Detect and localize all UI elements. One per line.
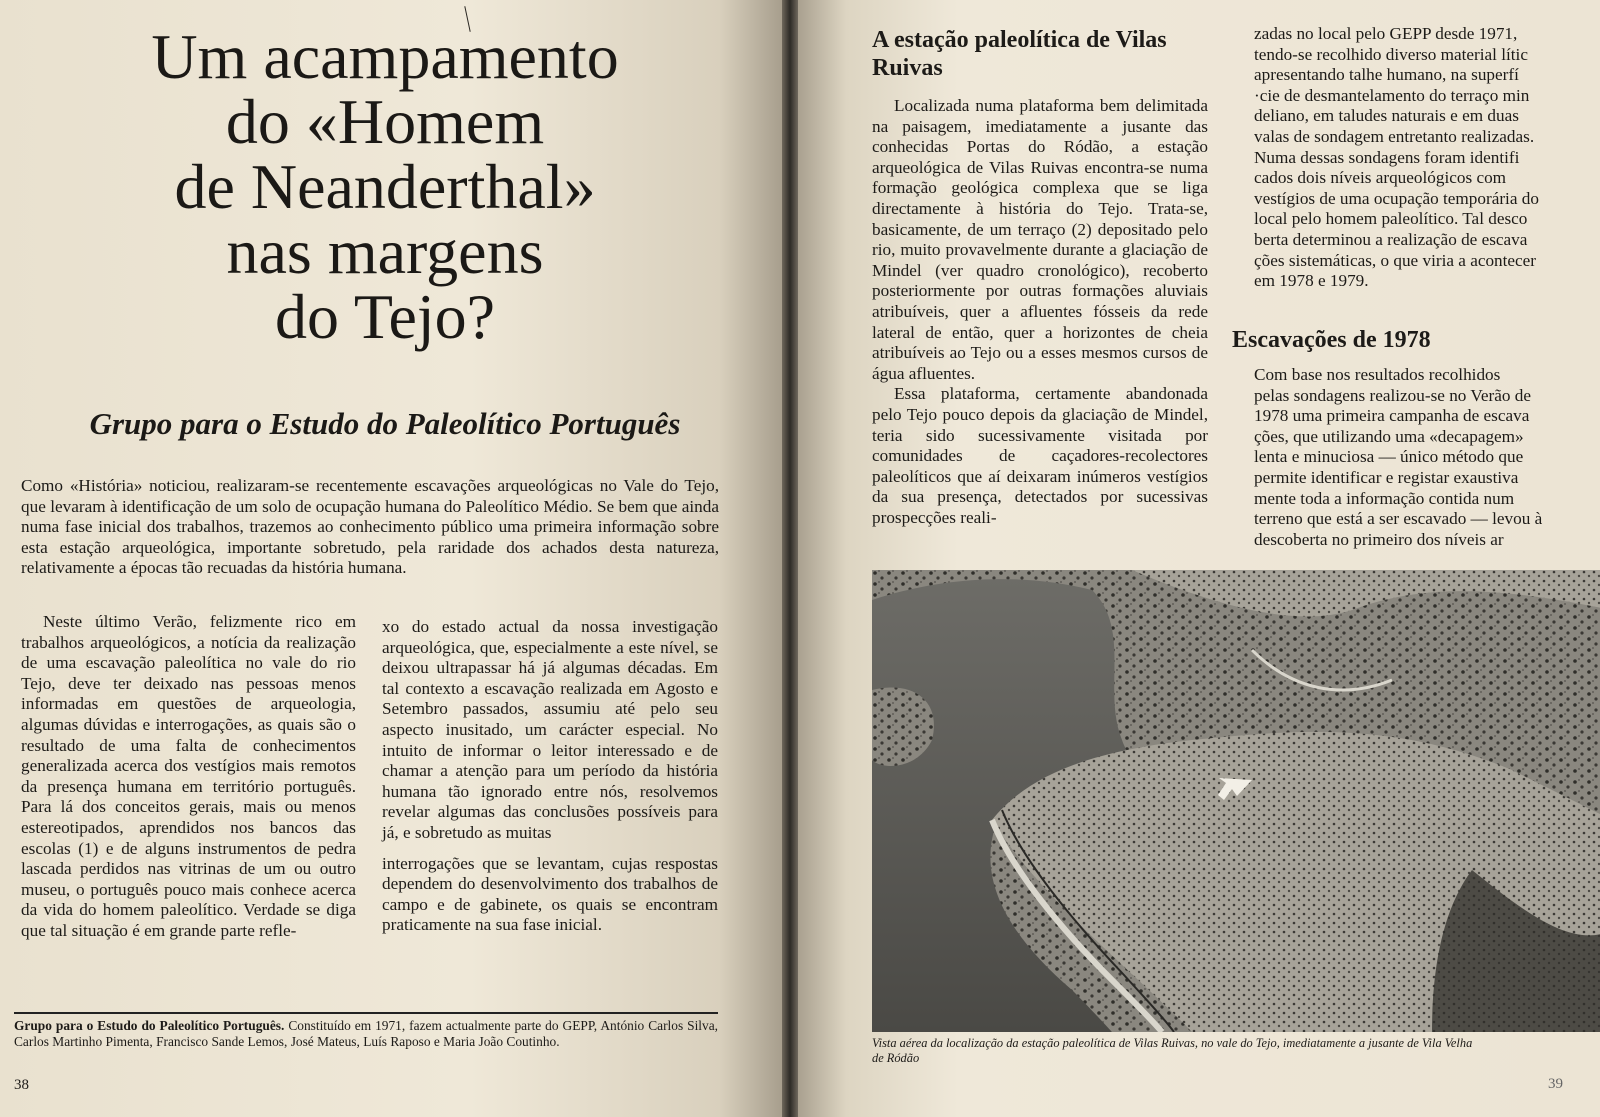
- author-note-text: Constituído em 1971, fazem actualmente parte do GEPP, António Carlos Silva, Carlos Martinho Pimenta, Francisco Sande Lemos, José Mateus, Luís Raposo e Maria João Coutinho.: [14, 1018, 718, 1049]
- text-line: em 1978 e 1979.: [1254, 271, 1369, 291]
- text-line: apresentando talhe humano, na superfí: [1254, 65, 1519, 85]
- aerial-photo: [872, 570, 1600, 1032]
- title-line: de Neanderthal»: [174, 151, 596, 222]
- text-line: berta determinou a realização de escava: [1254, 229, 1528, 249]
- text-line: terreno que está a ser escavado — levou à: [1254, 509, 1543, 529]
- page-number-right: 39: [1548, 1076, 1563, 1092]
- text-line: local pelo homem paleolítico. Tal desco: [1254, 209, 1528, 229]
- text-line: descoberta no primeiro dos níveis ar: [1254, 529, 1504, 549]
- body-paragraph: Essa plataforma, certamente abandonada pelo Tejo pouco depois da glaciação de Mindel, teria sido sucessivamente visitada por comunidades de caçadores-recolectores paleolíticos que aí deixaram inúmeros vestígios da sua presença, detectados por sucessivas prospecções reali-: [872, 384, 1208, 527]
- body-column-2: [382, 617, 718, 936]
- text-line: valas de sondagem entretanto realizadas.: [1254, 126, 1535, 146]
- author-note: [14, 1018, 718, 1050]
- text-line: permite identificar e registar exaustiva: [1254, 467, 1519, 487]
- title-line: do «Homem: [225, 86, 545, 157]
- caption-line: de Ródão: [872, 1051, 920, 1065]
- author-note-title: Grupo para o Estudo do Paleolítico Português.: [14, 1018, 285, 1033]
- text-line: Numa dessas sondagens foram identifi: [1254, 147, 1520, 167]
- text-line: tendo-se recolhido diverso material lític: [1254, 44, 1528, 64]
- text-line: Com base nos resultados recolhidos: [1254, 365, 1501, 384]
- body-paragraph: interrogações que se levantam, cujas respostas dependem do desenvolvimento dos trabalhos de campo e de gabinete, os quais se encontram praticamente na sua fase inicial.: [382, 853, 718, 935]
- text-line: ções, que utilizando uma «decapagem»: [1254, 426, 1524, 446]
- photo-caption: [872, 1036, 1600, 1066]
- title-line: nas margens: [226, 216, 544, 287]
- left-page: [0, 0, 782, 1117]
- text-line: 1978 uma primeira campanha de escava: [1254, 406, 1530, 426]
- caption-line: Vista aérea da localização da estação paleolítica de Vilas Ruivas, no vale do Tejo, imediatamente a jusante de Vila Velha: [872, 1036, 1473, 1050]
- article-byline: Grupo para o Estudo do Paleolítico Português: [89, 406, 681, 441]
- body-paragraph: Neste último Verão, felizmente rico em trabalhos arqueológicos, a notícia da realização de uma escavação paleolítica no vale do rio Tejo, deve ter deixado nas pessoas menos informadas em questões de arqueologia, algumas dúvidas e interrogações, as quais são o resultado de uma falta de conhecimentos generalizada acerca dos vestígios mais remotos da presença humana em território português. Para lá dos conceitos gerais, mais ou menos estereotipados, aprendidos nos bancos das escolas (1) e de alguns instrumentos de pedra lascada perdidos nas vitrinas de um ou outro museu, o português pouco mais conhece acerca da vida do homem paleolítico. Verdade se diga que tal situação é em grande parte refle-: [21, 612, 356, 940]
- text-line: vestígios de uma ocupação temporária do: [1254, 188, 1539, 208]
- text-line: ·cie de desmantelamento do terraço min: [1254, 85, 1530, 105]
- book-gutter: [782, 0, 798, 1117]
- text-line: cados dois níveis arqueológicos com: [1254, 168, 1507, 188]
- lead-paragraph: Como «História» noticiou, realizaram-se recentemente escavações arqueológicas no Vale do Tejo, que levaram à identificação de um solo de ocupação humana do Paleolítico Médio. Se bem que ainda numa fase inicial dos trabalhos, trazemos ao conhecimento público uma primeira informação sobre esta estação arqueológica, importante sobretudo, pela raridade dos achados desta natureza, relativamente a épocas tão recuadas da história humana.: [21, 476, 719, 578]
- section-heading-excavations: Escavações de 1978: [1232, 327, 1431, 353]
- article-title: [40, 21, 730, 352]
- text-line: mente toda a informação contida num: [1254, 488, 1515, 508]
- right-column-2: [1232, 24, 1600, 292]
- title-line: do Tejo?: [274, 281, 496, 352]
- text-line: deliano, em taludes naturais e em duas: [1254, 106, 1519, 126]
- text-line: ções sistemáticas, o que viria a acontecer: [1254, 250, 1537, 270]
- body-paragraph: Localizada numa plataforma bem delimitada na paisagem, imediatamente a jusante das conhecidas Portas do Ródão, a estação arqueológica de Vilas Ruivas encontra-se numa formação geológica complexa que se liga directamente à história do Tejo. Trata-se, basicamente, de um terraço (2) depositado pelo rio, muito provavelmente durante a glaciação de Mindel (ver quadro cronológico), recoberto posteriormente por outras formações aluviais atribuíveis, quer a afluentes fósseis da rede lateral de então, quer a horizontes de cheia atribuíveis ao Tejo ou a esses mesmos cursos de água afluentes.: [872, 96, 1208, 383]
- section-heading-station: A estação paleolítica de Vilas Ruivas: [872, 27, 1167, 81]
- text-line: zadas no local pelo GEPP desde 1971,: [1254, 24, 1518, 43]
- text-line: pelas sondagens realizou-se no Verão de: [1254, 385, 1531, 405]
- body-column-1: [21, 612, 356, 942]
- right-column-1: [872, 96, 1208, 528]
- body-paragraph: xo do estado actual da nossa investigação arqueológica, que, especialmente a este nível, se deixou ultrapassar há já algumas décadas. Em tal contexto a escavação realizada em Agosto e Setembro passados, assumiu até pelo seu aspecto inusitado, um carácter especial. No intuito de informar o leitor interessado e de chamar a atenção para um período da história humana tão ignorado entre nós, resolvemos revelar algumas das conclusões possíveis para já, e sobretudo as muitas: [382, 617, 718, 842]
- right-column-3: [1232, 365, 1600, 550]
- text-line: lenta e minuciosa — único método que: [1254, 447, 1524, 467]
- title-line: Um acampamento: [151, 21, 619, 92]
- right-page: [798, 0, 1600, 1117]
- footnote-divider: [14, 1012, 718, 1014]
- page-number-left: 38: [14, 1077, 29, 1093]
